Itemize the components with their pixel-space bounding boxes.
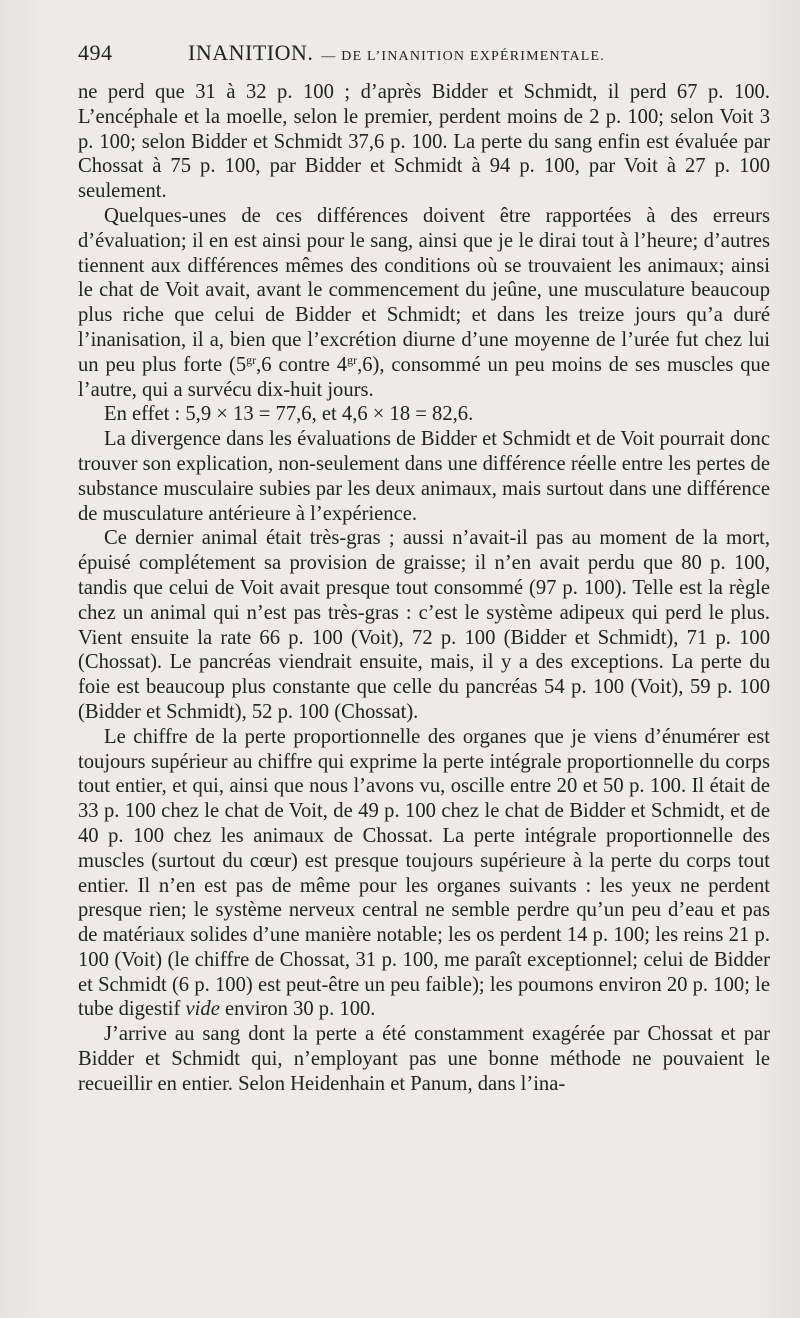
running-header — [78, 40, 770, 80]
excretion-open: (5 — [229, 353, 247, 376]
paragraph-4: La divergence dans les évaluations de Bidder et Schmidt et de Voit pourrait donc trouver son explication, non-seulement dans une différence réelle entre les pertes de substance musculaire subies par les deux animaux, mais surtout dans une différence de musculature antérieure à l’expérience. — [78, 428, 770, 525]
page-number: 494 — [78, 40, 113, 65]
paragraph-2-text: Quelques-unes de ces différences doivent être rapportées à des erreurs d’évaluation; il en est ainsi pour le sang, ainsi que je le dirai tout à l’heure; d’autres tiennent aux différences mêmes des conditions où se trouvaient les animaux; ainsi le chat de Voit avait, avant le commencement du jeûne, une musculature beaucoup plus riche que celui de Bidder et Schmidt; et dans les treize jours qu’a duré l’inanisation, il a, bien que l’excrétion diurne d’une moyenne de l’urée fut chez lui un peu plus forte — [78, 204, 770, 376]
paragraph-7: J’arrive au sang dont la perte a été constamment exagérée par Chossat et par Bidder et Schmidt qui, n’employant pas une bonne méthode ne pouvaient le recueillir en entier. Selon Heidenhain et Panum, dans l’ina- — [78, 1023, 770, 1095]
running-subtitle: — DE L’INANITION EXPÉRIMENTALE. — [321, 49, 605, 64]
excretion-close: ,6), consommé un peu moins de ses muscles que l’autre, qui a survécu dix-huit jours. — [78, 353, 770, 401]
paragraph-2 — [78, 204, 770, 402]
paragraph-1: ne perd que 31 à 32 p. 100 ; d’après Bidder et Schmidt, il perd 67 p. 100. L’encéphale et la moelle, selon le premier, perdent moins de 2 p. 100; selon Voit 3 p. 100; selon Bidder et Schmidt 37,6 p. 100. La perte du sang enfin est évaluée par Chossat à 75 p. 100, par Bidder et Schmidt à 94 p. 100, par Voit à 27 p. 100 seulement. — [78, 81, 770, 203]
italic-word: vide — [185, 998, 220, 1021]
unit-gram-b: gr — [347, 352, 358, 367]
running-title: INANITION. — [188, 40, 314, 65]
paragraph-6-text: Le chiffre de la perte proportionnelle des organes que je viens d’énumérer est toujours supérieur au chiffre qui exprime la perte intégrale proportionnelle du corps tout entier, et qui, ainsi que nous l’avons vu, oscille entre 20 et 50 p. 100. Il était de 33 p. 100 chez le chat de Voit, de 49 p. 100 chez le chat de Bidder et Schmidt, et de 40 p. 100 chez les animaux de Chossat. La perte intégrale proportionnelle des muscles (surtout du cœur) est presque toujours supérieure à la perte du corps tout entier. Il n’en est pas de même pour les organes suivants : les yeux ne perdent presque rien; le système nerveux central ne semble perdre qu’un peu d’eau et pas de matériaux solides d’une manière notable; les os perdent 14 p. 100; les reins 21 p. 100 (Voit) (le chiffre de Chossat, 31 p. 100, me paraît exceptionnel; celui de Bidder et Schmidt (6 p. 100) est peut-être un peu faible); les poumons environ 20 p. 100; le tube digestif — [78, 725, 770, 1021]
excretion-mid: ,6 contre 4 — [256, 353, 348, 376]
paragraph-5: Ce dernier animal était très-gras ; aussi n’avait-il pas au moment de la mort, épuisé complétement sa provision de graisse; il n’en avait perdu que 80 p. 100, tandis que celui de Voit avait presque tout consommé (97 p. 100). Telle est la règle chez un animal qui n’est pas très-gras : c’est le système adipeux qui perd le plus. Vient ensuite la rate 66 p. 100 (Voit), 72 p. 100 (Bidder et Schmidt), 71 p. 100 (Chossat). Le pancréas viendrait ensuite, mais, il y a des exceptions. La perte du foie est beaucoup plus constante que celle du pancréas 54 p. 100 (Voit), 59 p. 100 (Bidder et Schmidt), 52 p. 100 (Chossat). — [78, 527, 770, 723]
unit-gram-a: gr — [246, 352, 257, 367]
body-text — [78, 80, 770, 1097]
paragraph-6-tail: environ 30 p. 100. — [219, 998, 376, 1021]
paragraph-3-formula: En effet : 5,9 × 13 = 77,6, et 4,6 × 18 = 82,6. — [104, 403, 474, 426]
paragraph-6 — [78, 725, 770, 1023]
